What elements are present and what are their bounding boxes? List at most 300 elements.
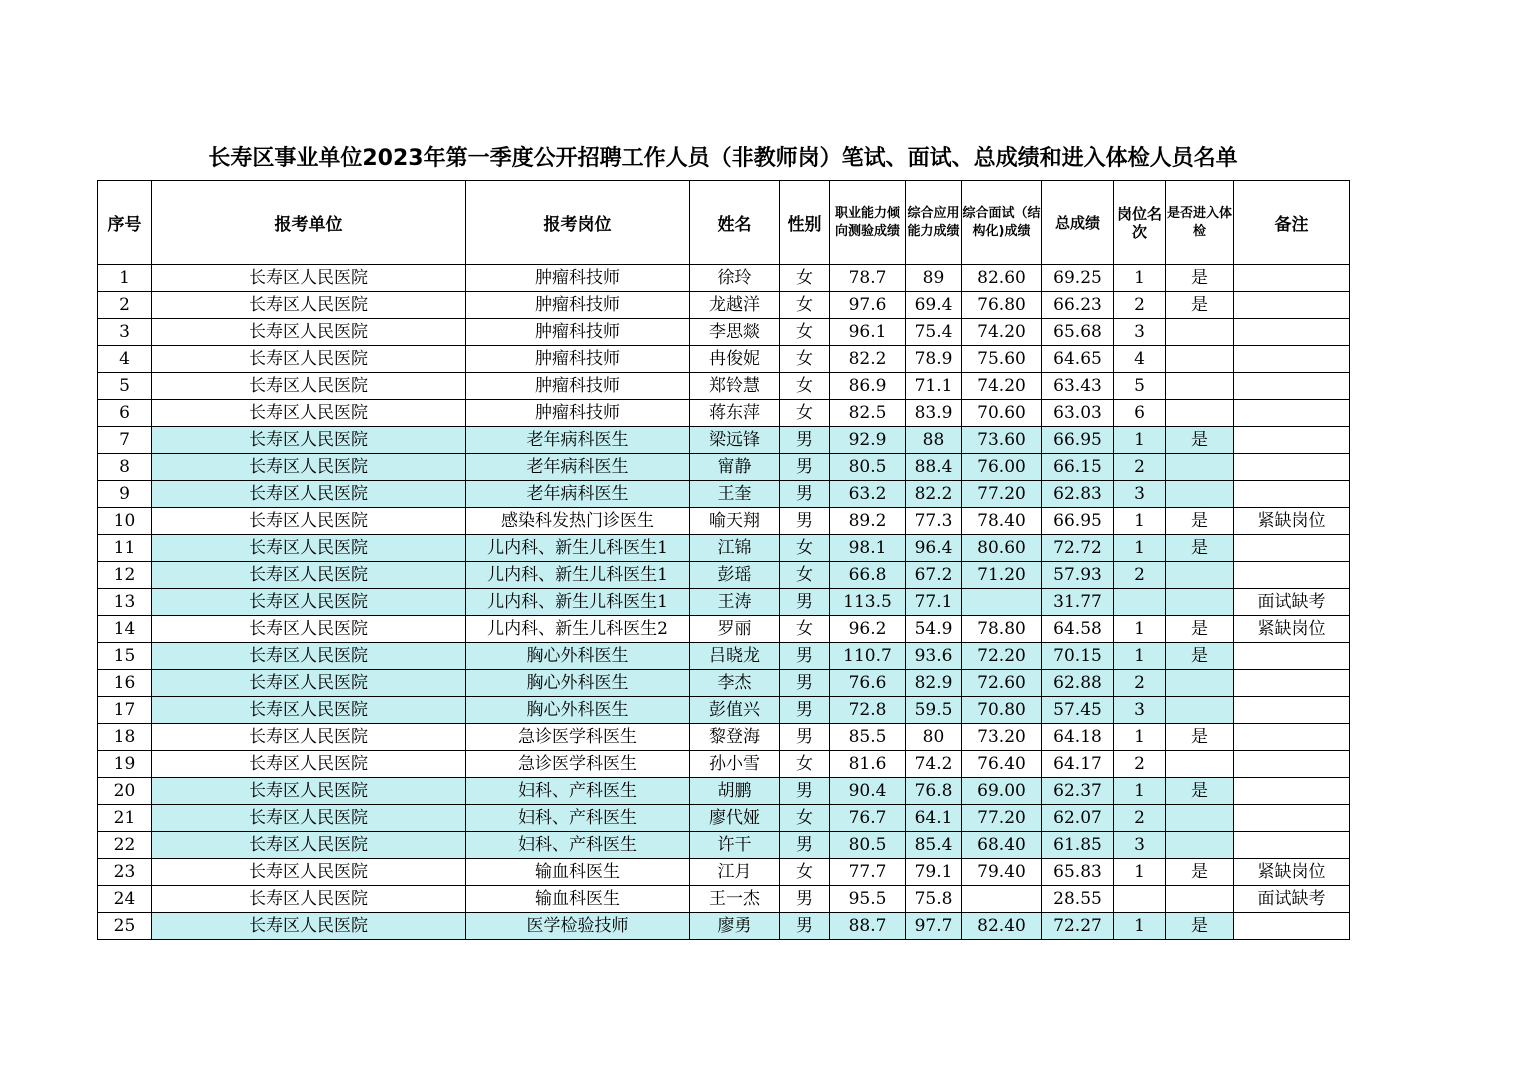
cell-rank: 1 bbox=[1114, 859, 1166, 886]
cell-remark bbox=[1234, 832, 1350, 859]
cell-interview: 70.60 bbox=[962, 400, 1042, 427]
header-unit: 报考单位 bbox=[152, 181, 466, 265]
cell-remark bbox=[1234, 427, 1350, 454]
cell-physical: 是 bbox=[1166, 778, 1234, 805]
cell-post: 儿内科、新生儿科医生1 bbox=[466, 589, 690, 616]
cell-physical: 是 bbox=[1166, 616, 1234, 643]
cell-unit: 长寿区人民医院 bbox=[152, 292, 466, 319]
cell-seq: 17 bbox=[98, 697, 152, 724]
cell-total: 61.85 bbox=[1042, 832, 1114, 859]
cell-gender: 男 bbox=[780, 697, 830, 724]
cell-rank: 1 bbox=[1114, 778, 1166, 805]
cell-rank bbox=[1114, 589, 1166, 616]
cell-post: 老年病科医生 bbox=[466, 481, 690, 508]
cell-applied: 82.9 bbox=[906, 670, 962, 697]
cell-aptitude: 97.6 bbox=[830, 292, 906, 319]
header-rank: 岗位名次 bbox=[1114, 181, 1166, 265]
cell-name: 郑铃慧 bbox=[690, 373, 780, 400]
cell-remark bbox=[1234, 535, 1350, 562]
cell-post: 肿瘤科技师 bbox=[466, 265, 690, 292]
cell-name: 廖勇 bbox=[690, 913, 780, 940]
cell-rank: 2 bbox=[1114, 454, 1166, 481]
cell-seq: 13 bbox=[98, 589, 152, 616]
cell-aptitude: 63.2 bbox=[830, 481, 906, 508]
cell-total: 66.95 bbox=[1042, 508, 1114, 535]
cell-interview: 82.60 bbox=[962, 265, 1042, 292]
cell-gender: 女 bbox=[780, 319, 830, 346]
cell-post: 胸心外科医生 bbox=[466, 670, 690, 697]
cell-rank: 6 bbox=[1114, 400, 1166, 427]
cell-name: 李思燚 bbox=[690, 319, 780, 346]
cell-aptitude: 81.6 bbox=[830, 751, 906, 778]
cell-post: 妇科、产科医生 bbox=[466, 778, 690, 805]
cell-seq: 5 bbox=[98, 373, 152, 400]
table-row bbox=[98, 292, 1350, 319]
cell-rank: 1 bbox=[1114, 265, 1166, 292]
cell-applied: 71.1 bbox=[906, 373, 962, 400]
cell-name: 喻天翔 bbox=[690, 508, 780, 535]
cell-applied: 59.5 bbox=[906, 697, 962, 724]
cell-seq: 3 bbox=[98, 319, 152, 346]
cell-aptitude: 98.1 bbox=[830, 535, 906, 562]
cell-name: 蒋东萍 bbox=[690, 400, 780, 427]
cell-physical: 是 bbox=[1166, 643, 1234, 670]
cell-unit: 长寿区人民医院 bbox=[152, 508, 466, 535]
cell-applied: 75.8 bbox=[906, 886, 962, 913]
cell-applied: 88 bbox=[906, 427, 962, 454]
cell-name: 江月 bbox=[690, 859, 780, 886]
cell-total: 31.77 bbox=[1042, 589, 1114, 616]
cell-name: 徐玲 bbox=[690, 265, 780, 292]
cell-gender: 女 bbox=[780, 616, 830, 643]
cell-aptitude: 82.2 bbox=[830, 346, 906, 373]
cell-gender: 女 bbox=[780, 859, 830, 886]
cell-rank: 2 bbox=[1114, 670, 1166, 697]
cell-post: 急诊医学科医生 bbox=[466, 751, 690, 778]
cell-aptitude: 96.2 bbox=[830, 616, 906, 643]
cell-total: 57.45 bbox=[1042, 697, 1114, 724]
page-title: 长寿区事业单位2023年第一季度公开招聘工作人员（非教师岗）笔试、面试、总成绩和进入体检人员名单 bbox=[208, 146, 1238, 171]
cell-aptitude: 82.5 bbox=[830, 400, 906, 427]
cell-name: 罗丽 bbox=[690, 616, 780, 643]
cell-interview: 68.40 bbox=[962, 832, 1042, 859]
cell-total: 69.25 bbox=[1042, 265, 1114, 292]
cell-remark bbox=[1234, 319, 1350, 346]
cell-applied: 75.4 bbox=[906, 319, 962, 346]
cell-aptitude: 86.9 bbox=[830, 373, 906, 400]
cell-rank bbox=[1114, 886, 1166, 913]
header-gender: 性别 bbox=[780, 181, 830, 265]
cell-total: 64.65 bbox=[1042, 346, 1114, 373]
cell-seq: 15 bbox=[98, 643, 152, 670]
table-row bbox=[98, 481, 1350, 508]
table-row bbox=[98, 670, 1350, 697]
cell-total: 63.03 bbox=[1042, 400, 1114, 427]
header-total: 总成绩 bbox=[1042, 181, 1114, 265]
cell-rank: 1 bbox=[1114, 508, 1166, 535]
cell-unit: 长寿区人民医院 bbox=[152, 859, 466, 886]
cell-physical bbox=[1166, 481, 1234, 508]
cell-post: 急诊医学科医生 bbox=[466, 724, 690, 751]
cell-interview: 76.40 bbox=[962, 751, 1042, 778]
cell-unit: 长寿区人民医院 bbox=[152, 346, 466, 373]
cell-unit: 长寿区人民医院 bbox=[152, 886, 466, 913]
cell-seq: 10 bbox=[98, 508, 152, 535]
cell-aptitude: 77.7 bbox=[830, 859, 906, 886]
table-row bbox=[98, 589, 1350, 616]
cell-unit: 长寿区人民医院 bbox=[152, 481, 466, 508]
cell-gender: 女 bbox=[780, 535, 830, 562]
cell-rank: 1 bbox=[1114, 427, 1166, 454]
cell-remark: 面试缺考 bbox=[1234, 589, 1350, 616]
cell-remark bbox=[1234, 697, 1350, 724]
cell-name: 胡鹏 bbox=[690, 778, 780, 805]
table-row bbox=[98, 886, 1350, 913]
table-row bbox=[98, 454, 1350, 481]
cell-aptitude: 96.1 bbox=[830, 319, 906, 346]
cell-total: 72.27 bbox=[1042, 913, 1114, 940]
cell-remark bbox=[1234, 265, 1350, 292]
cell-total: 62.83 bbox=[1042, 481, 1114, 508]
cell-name: 吕晓龙 bbox=[690, 643, 780, 670]
candidate-table bbox=[97, 180, 1350, 940]
cell-seq: 9 bbox=[98, 481, 152, 508]
table-row bbox=[98, 643, 1350, 670]
table-row bbox=[98, 913, 1350, 940]
cell-applied: 77.1 bbox=[906, 589, 962, 616]
header-seq: 序号 bbox=[98, 181, 152, 265]
cell-total: 66.95 bbox=[1042, 427, 1114, 454]
cell-applied: 85.4 bbox=[906, 832, 962, 859]
cell-seq: 12 bbox=[98, 562, 152, 589]
cell-interview: 69.00 bbox=[962, 778, 1042, 805]
cell-rank: 3 bbox=[1114, 832, 1166, 859]
cell-name: 王奎 bbox=[690, 481, 780, 508]
cell-interview: 73.20 bbox=[962, 724, 1042, 751]
cell-total: 64.58 bbox=[1042, 616, 1114, 643]
cell-post: 妇科、产科医生 bbox=[466, 832, 690, 859]
cell-unit: 长寿区人民医院 bbox=[152, 319, 466, 346]
table-row bbox=[98, 535, 1350, 562]
cell-aptitude: 85.5 bbox=[830, 724, 906, 751]
cell-remark bbox=[1234, 373, 1350, 400]
cell-remark: 紧缺岗位 bbox=[1234, 616, 1350, 643]
cell-remark: 面试缺考 bbox=[1234, 886, 1350, 913]
cell-physical bbox=[1166, 670, 1234, 697]
cell-name: 江锦 bbox=[690, 535, 780, 562]
cell-remark bbox=[1234, 724, 1350, 751]
header-remark: 备注 bbox=[1234, 181, 1350, 265]
cell-rank: 2 bbox=[1114, 292, 1166, 319]
cell-name: 彭瑶 bbox=[690, 562, 780, 589]
cell-gender: 男 bbox=[780, 670, 830, 697]
cell-physical bbox=[1166, 805, 1234, 832]
cell-physical bbox=[1166, 373, 1234, 400]
cell-total: 66.15 bbox=[1042, 454, 1114, 481]
cell-interview: 76.80 bbox=[962, 292, 1042, 319]
cell-unit: 长寿区人民医院 bbox=[152, 832, 466, 859]
cell-post: 儿内科、新生儿科医生2 bbox=[466, 616, 690, 643]
cell-seq: 2 bbox=[98, 292, 152, 319]
cell-aptitude: 89.2 bbox=[830, 508, 906, 535]
cell-interview: 77.20 bbox=[962, 481, 1042, 508]
cell-physical: 是 bbox=[1166, 859, 1234, 886]
cell-gender: 男 bbox=[780, 589, 830, 616]
cell-gender: 女 bbox=[780, 373, 830, 400]
cell-applied: 74.2 bbox=[906, 751, 962, 778]
cell-interview: 74.20 bbox=[962, 319, 1042, 346]
cell-physical: 是 bbox=[1166, 913, 1234, 940]
cell-aptitude: 80.5 bbox=[830, 832, 906, 859]
cell-applied: 64.1 bbox=[906, 805, 962, 832]
cell-name: 王涛 bbox=[690, 589, 780, 616]
cell-remark: 紧缺岗位 bbox=[1234, 859, 1350, 886]
header-physical: 是否进入体检 bbox=[1166, 181, 1234, 265]
cell-seq: 16 bbox=[98, 670, 152, 697]
cell-seq: 24 bbox=[98, 886, 152, 913]
cell-seq: 18 bbox=[98, 724, 152, 751]
cell-gender: 女 bbox=[780, 346, 830, 373]
cell-rank: 3 bbox=[1114, 319, 1166, 346]
cell-applied: 82.2 bbox=[906, 481, 962, 508]
cell-seq: 25 bbox=[98, 913, 152, 940]
cell-unit: 长寿区人民医院 bbox=[152, 751, 466, 778]
table-row bbox=[98, 751, 1350, 778]
cell-applied: 89 bbox=[906, 265, 962, 292]
cell-name: 彭值兴 bbox=[690, 697, 780, 724]
cell-applied: 83.9 bbox=[906, 400, 962, 427]
cell-rank: 1 bbox=[1114, 913, 1166, 940]
cell-post: 老年病科医生 bbox=[466, 454, 690, 481]
cell-unit: 长寿区人民医院 bbox=[152, 373, 466, 400]
table-header bbox=[98, 181, 1350, 265]
cell-rank: 2 bbox=[1114, 562, 1166, 589]
cell-post: 肿瘤科技师 bbox=[466, 346, 690, 373]
cell-interview: 78.80 bbox=[962, 616, 1042, 643]
cell-rank: 1 bbox=[1114, 616, 1166, 643]
header-aptitude: 职业能力倾向测验成绩 bbox=[830, 181, 906, 265]
cell-seq: 23 bbox=[98, 859, 152, 886]
cell-physical bbox=[1166, 400, 1234, 427]
header-post: 报考岗位 bbox=[466, 181, 690, 265]
cell-gender: 男 bbox=[780, 886, 830, 913]
cell-interview: 71.20 bbox=[962, 562, 1042, 589]
table-row bbox=[98, 265, 1350, 292]
cell-unit: 长寿区人民医院 bbox=[152, 454, 466, 481]
cell-rank: 1 bbox=[1114, 643, 1166, 670]
cell-post: 感染科发热门诊医生 bbox=[466, 508, 690, 535]
cell-gender: 女 bbox=[780, 292, 830, 319]
cell-aptitude: 95.5 bbox=[830, 886, 906, 913]
cell-total: 62.88 bbox=[1042, 670, 1114, 697]
cell-physical bbox=[1166, 589, 1234, 616]
cell-seq: 20 bbox=[98, 778, 152, 805]
cell-unit: 长寿区人民医院 bbox=[152, 427, 466, 454]
cell-applied: 88.4 bbox=[906, 454, 962, 481]
cell-interview: 70.80 bbox=[962, 697, 1042, 724]
cell-unit: 长寿区人民医院 bbox=[152, 805, 466, 832]
cell-interview: 73.60 bbox=[962, 427, 1042, 454]
table-row bbox=[98, 319, 1350, 346]
cell-gender: 男 bbox=[780, 427, 830, 454]
cell-rank: 4 bbox=[1114, 346, 1166, 373]
cell-total: 65.68 bbox=[1042, 319, 1114, 346]
cell-remark bbox=[1234, 913, 1350, 940]
cell-physical bbox=[1166, 346, 1234, 373]
cell-rank: 5 bbox=[1114, 373, 1166, 400]
cell-gender: 女 bbox=[780, 265, 830, 292]
cell-physical bbox=[1166, 886, 1234, 913]
cell-interview: 78.40 bbox=[962, 508, 1042, 535]
cell-rank: 1 bbox=[1114, 535, 1166, 562]
table-row bbox=[98, 346, 1350, 373]
cell-remark bbox=[1234, 805, 1350, 832]
cell-gender: 男 bbox=[780, 454, 830, 481]
cell-physical bbox=[1166, 832, 1234, 859]
cell-interview bbox=[962, 589, 1042, 616]
table-row bbox=[98, 724, 1350, 751]
cell-name: 黎登海 bbox=[690, 724, 780, 751]
cell-aptitude: 113.5 bbox=[830, 589, 906, 616]
cell-physical bbox=[1166, 697, 1234, 724]
cell-interview: 75.60 bbox=[962, 346, 1042, 373]
cell-applied: 93.6 bbox=[906, 643, 962, 670]
cell-unit: 长寿区人民医院 bbox=[152, 589, 466, 616]
cell-name: 甯静 bbox=[690, 454, 780, 481]
cell-interview: 80.60 bbox=[962, 535, 1042, 562]
cell-total: 64.17 bbox=[1042, 751, 1114, 778]
cell-unit: 长寿区人民医院 bbox=[152, 778, 466, 805]
cell-name: 王一杰 bbox=[690, 886, 780, 913]
cell-interview: 79.40 bbox=[962, 859, 1042, 886]
cell-post: 肿瘤科技师 bbox=[466, 373, 690, 400]
cell-total: 64.18 bbox=[1042, 724, 1114, 751]
cell-seq: 22 bbox=[98, 832, 152, 859]
cell-unit: 长寿区人民医院 bbox=[152, 616, 466, 643]
cell-seq: 21 bbox=[98, 805, 152, 832]
cell-remark bbox=[1234, 400, 1350, 427]
header-name: 姓名 bbox=[690, 181, 780, 265]
cell-physical: 是 bbox=[1166, 724, 1234, 751]
cell-post: 儿内科、新生儿科医生1 bbox=[466, 535, 690, 562]
cell-post: 输血科医生 bbox=[466, 859, 690, 886]
cell-gender: 男 bbox=[780, 643, 830, 670]
cell-gender: 女 bbox=[780, 805, 830, 832]
cell-post: 肿瘤科技师 bbox=[466, 319, 690, 346]
cell-name: 梁远锋 bbox=[690, 427, 780, 454]
cell-total: 62.07 bbox=[1042, 805, 1114, 832]
cell-rank: 2 bbox=[1114, 805, 1166, 832]
cell-seq: 14 bbox=[98, 616, 152, 643]
cell-unit: 长寿区人民医院 bbox=[152, 400, 466, 427]
cell-interview: 76.00 bbox=[962, 454, 1042, 481]
cell-name: 龙越洋 bbox=[690, 292, 780, 319]
header-applied: 综合应用能力成绩 bbox=[906, 181, 962, 265]
cell-total: 72.72 bbox=[1042, 535, 1114, 562]
cell-gender: 女 bbox=[780, 751, 830, 778]
cell-post: 输血科医生 bbox=[466, 886, 690, 913]
cell-total: 63.43 bbox=[1042, 373, 1114, 400]
cell-unit: 长寿区人民医院 bbox=[152, 697, 466, 724]
cell-unit: 长寿区人民医院 bbox=[152, 670, 466, 697]
cell-unit: 长寿区人民医院 bbox=[152, 562, 466, 589]
cell-physical bbox=[1166, 454, 1234, 481]
cell-applied: 96.4 bbox=[906, 535, 962, 562]
cell-remark bbox=[1234, 292, 1350, 319]
cell-physical: 是 bbox=[1166, 508, 1234, 535]
cell-physical: 是 bbox=[1166, 265, 1234, 292]
cell-physical bbox=[1166, 751, 1234, 778]
table-row bbox=[98, 400, 1350, 427]
cell-seq: 7 bbox=[98, 427, 152, 454]
cell-total: 62.37 bbox=[1042, 778, 1114, 805]
cell-aptitude: 76.6 bbox=[830, 670, 906, 697]
cell-applied: 78.9 bbox=[906, 346, 962, 373]
cell-aptitude: 80.5 bbox=[830, 454, 906, 481]
cell-total: 57.93 bbox=[1042, 562, 1114, 589]
cell-post: 医学检验技师 bbox=[466, 913, 690, 940]
cell-total: 65.83 bbox=[1042, 859, 1114, 886]
cell-post: 老年病科医生 bbox=[466, 427, 690, 454]
cell-post: 肿瘤科技师 bbox=[466, 292, 690, 319]
cell-interview: 72.60 bbox=[962, 670, 1042, 697]
table-body bbox=[98, 265, 1350, 940]
cell-post: 肿瘤科技师 bbox=[466, 400, 690, 427]
table-row bbox=[98, 508, 1350, 535]
table-row bbox=[98, 859, 1350, 886]
cell-aptitude: 76.7 bbox=[830, 805, 906, 832]
cell-interview bbox=[962, 886, 1042, 913]
cell-gender: 男 bbox=[780, 778, 830, 805]
cell-remark bbox=[1234, 454, 1350, 481]
table-row bbox=[98, 373, 1350, 400]
cell-gender: 男 bbox=[780, 724, 830, 751]
cell-total: 66.23 bbox=[1042, 292, 1114, 319]
cell-applied: 77.3 bbox=[906, 508, 962, 535]
cell-physical: 是 bbox=[1166, 427, 1234, 454]
cell-gender: 男 bbox=[780, 832, 830, 859]
cell-applied: 79.1 bbox=[906, 859, 962, 886]
cell-name: 李杰 bbox=[690, 670, 780, 697]
table-row bbox=[98, 562, 1350, 589]
cell-name: 廖代娅 bbox=[690, 805, 780, 832]
table-row bbox=[98, 427, 1350, 454]
cell-remark bbox=[1234, 562, 1350, 589]
cell-post: 妇科、产科医生 bbox=[466, 805, 690, 832]
cell-rank: 3 bbox=[1114, 697, 1166, 724]
cell-applied: 76.8 bbox=[906, 778, 962, 805]
cell-aptitude: 66.8 bbox=[830, 562, 906, 589]
cell-seq: 6 bbox=[98, 400, 152, 427]
cell-applied: 54.9 bbox=[906, 616, 962, 643]
cell-gender: 男 bbox=[780, 481, 830, 508]
cell-rank: 3 bbox=[1114, 481, 1166, 508]
cell-physical bbox=[1166, 562, 1234, 589]
cell-interview: 74.20 bbox=[962, 373, 1042, 400]
cell-unit: 长寿区人民医院 bbox=[152, 643, 466, 670]
cell-remark bbox=[1234, 670, 1350, 697]
table-row bbox=[98, 805, 1350, 832]
cell-post: 胸心外科医生 bbox=[466, 643, 690, 670]
cell-physical: 是 bbox=[1166, 292, 1234, 319]
cell-applied: 80 bbox=[906, 724, 962, 751]
cell-seq: 8 bbox=[98, 454, 152, 481]
cell-aptitude: 90.4 bbox=[830, 778, 906, 805]
cell-applied: 69.4 bbox=[906, 292, 962, 319]
cell-name: 孙小雪 bbox=[690, 751, 780, 778]
cell-physical bbox=[1166, 319, 1234, 346]
cell-aptitude: 78.7 bbox=[830, 265, 906, 292]
